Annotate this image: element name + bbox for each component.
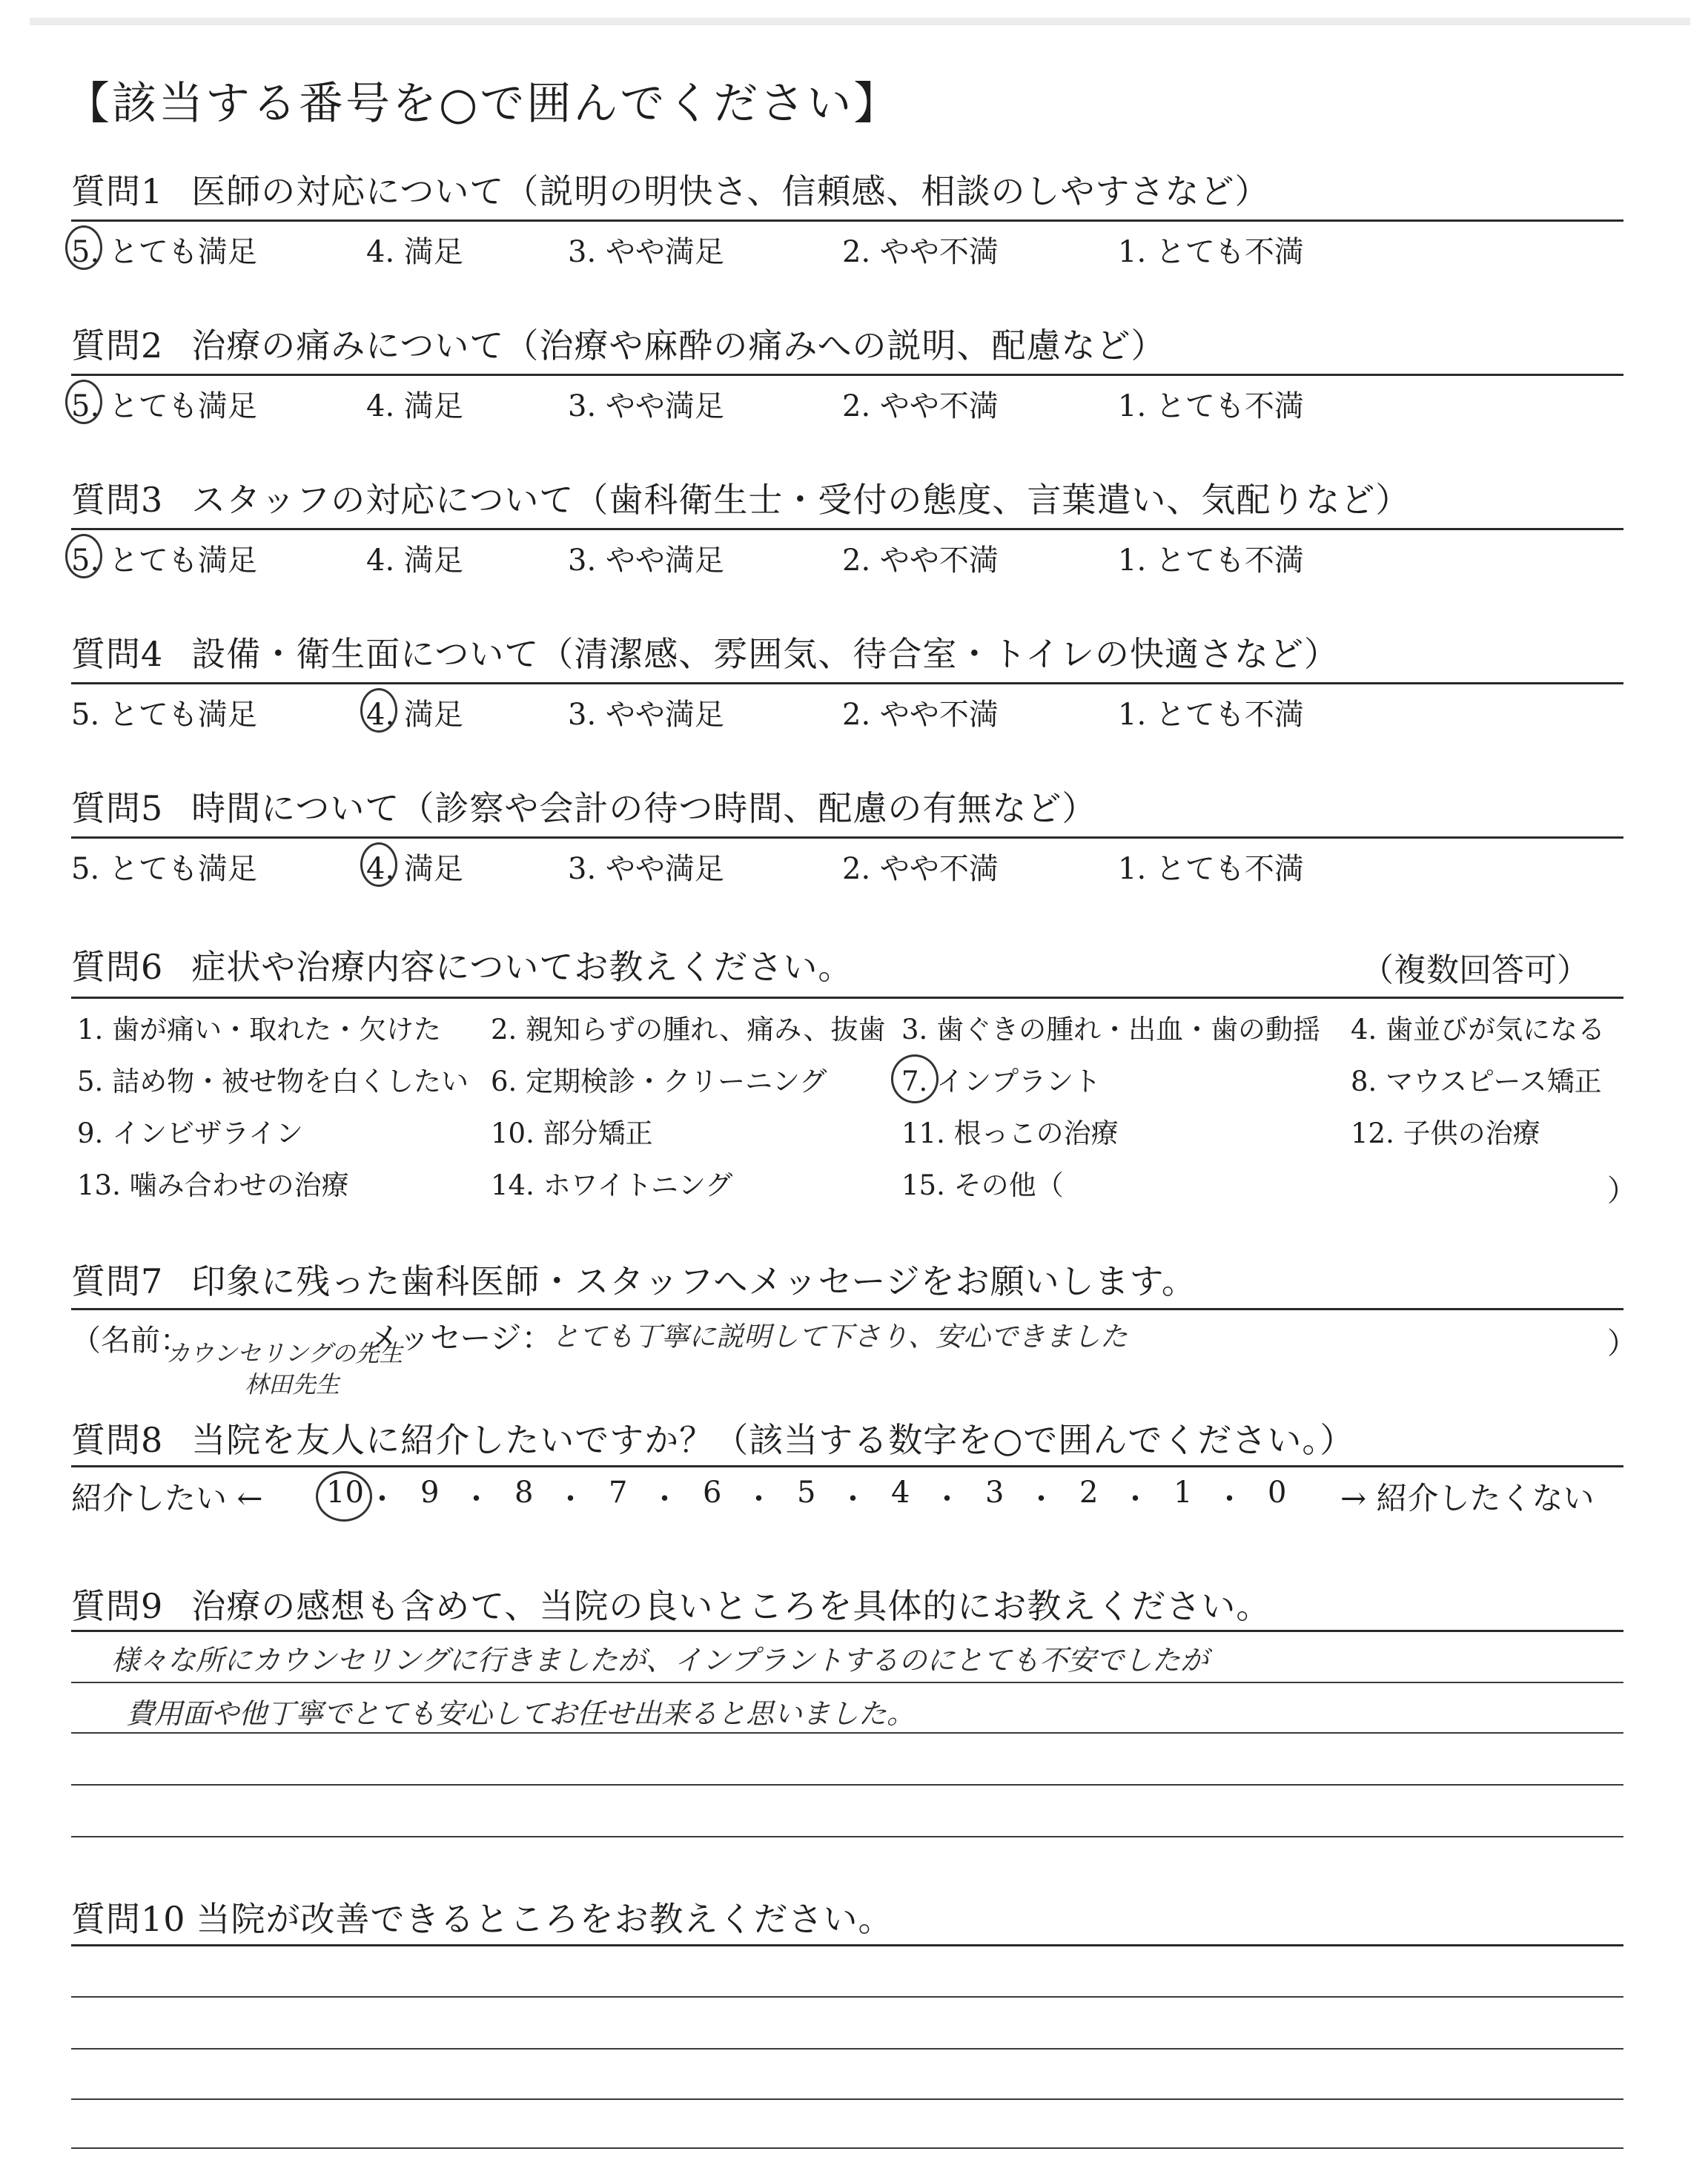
- rating-option-1[interactable]: 1. とても不満: [1118, 698, 1304, 732]
- rating-option-3[interactable]: 3. やや満足: [568, 389, 724, 423]
- question-8-rule: [71, 1465, 1623, 1467]
- scale-separator: ・: [367, 1482, 397, 1516]
- answer-line: [71, 1784, 1623, 1786]
- rating-option-3[interactable]: 3. やや満足: [568, 235, 724, 269]
- answer-line: [71, 2098, 1623, 2100]
- selected-answer-circle: [891, 1054, 939, 1103]
- handwritten-message: とても丁寧に説明して下さり、安心できました: [552, 1321, 1128, 1353]
- message-close-paren: ）: [1607, 1327, 1637, 1361]
- question-10-heading: [71, 1892, 893, 1941]
- question-number: 質問8: [71, 1420, 164, 1460]
- scale-value-4[interactable]: 4: [891, 1476, 910, 1510]
- selected-answer-circle: [360, 688, 397, 733]
- scale-value-3[interactable]: 3: [985, 1476, 1004, 1510]
- rating-option-4[interactable]: 4. 満足: [366, 235, 463, 269]
- page-title: 【該当する番号を○で囲んでください】: [65, 78, 901, 130]
- question-2-rule: [71, 374, 1623, 376]
- symptom-option-2[interactable]: 2. 親知らずの腫れ、痛み、抜歯: [491, 1014, 886, 1046]
- symptom-option-15[interactable]: 15. その他（: [901, 1169, 1064, 1201]
- question-text: 治療の感想も含めて、当院の良いところを具体的にお教えください。: [191, 1586, 1271, 1626]
- scale-value-2[interactable]: 2: [1079, 1476, 1099, 1510]
- scale-value-8[interactable]: 8: [514, 1476, 534, 1510]
- question-5-heading: [71, 782, 1096, 830]
- rating-option-5[interactable]: 5. とても満足: [71, 544, 257, 578]
- question-3-rule: [71, 528, 1623, 530]
- rating-option-3[interactable]: 3. やや満足: [568, 852, 724, 886]
- answer-line: [71, 1836, 1623, 1837]
- question-7-heading: [71, 1255, 1196, 1304]
- answer-line: [71, 1996, 1623, 1998]
- question-text: 医師の対応について（説明の明快さ、信頼感、相談のしやすさなど）: [191, 171, 1270, 211]
- rating-option-5[interactable]: 5. とても満足: [71, 389, 257, 423]
- question-1-rule: [71, 219, 1623, 222]
- symptom-option-7[interactable]: 7. インプラント: [901, 1066, 1102, 1097]
- rating-option-4[interactable]: 4. 満足: [366, 852, 463, 886]
- selected-answer-circle: [316, 1471, 372, 1522]
- question-4-heading: [71, 627, 1339, 676]
- question-number: 質問3: [71, 480, 164, 520]
- rating-option-5[interactable]: 5. とても満足: [71, 852, 257, 886]
- scale-value-9[interactable]: 9: [420, 1476, 440, 1510]
- scale-separator: ・: [555, 1482, 586, 1516]
- symptom-option-5[interactable]: 5. 詰め物・被せ物を白くしたい: [77, 1066, 469, 1097]
- question-text: 時間について（診察や会計の待つ時間、配慮の有無など）: [191, 788, 1097, 828]
- rating-option-1[interactable]: 1. とても不満: [1118, 389, 1304, 423]
- symptom-option-10[interactable]: 10. 部分矯正: [491, 1117, 653, 1149]
- rating-option-4[interactable]: 4. 満足: [366, 389, 463, 423]
- question-6-rule: [71, 997, 1623, 999]
- rating-option-3[interactable]: 3. やや満足: [568, 544, 724, 578]
- question-5-rule: [71, 836, 1623, 839]
- scale-separator: ・: [1026, 1482, 1056, 1516]
- question-text: 治療の痛みについて（治療や麻酔の痛みへの説明、配慮など）: [191, 326, 1166, 366]
- symptom-option-6[interactable]: 6. 定期検診・クリーニング: [491, 1066, 827, 1097]
- symptom-option-9[interactable]: 9. インビザライン: [77, 1117, 303, 1149]
- question-text: 当院を友人に紹介したいですか？（該当する数字を○で囲んでください。）: [191, 1420, 1355, 1460]
- rating-option-2[interactable]: 2. やや不満: [842, 698, 999, 732]
- scale-value-1[interactable]: 1: [1174, 1476, 1193, 1510]
- question-8-heading: [71, 1413, 1354, 1462]
- scale-separator: ・: [932, 1482, 962, 1516]
- rating-option-5[interactable]: 5. とても満足: [71, 235, 257, 269]
- question-4-rule: [71, 682, 1623, 684]
- question-number: 質問10: [71, 1899, 186, 1939]
- symptom-option-1[interactable]: 1. 歯が痛い・取れた・欠けた: [77, 1014, 442, 1046]
- question-1-heading: [71, 165, 1270, 214]
- rating-option-2[interactable]: 2. やや不満: [842, 544, 999, 578]
- handwritten-answer-line-2: 費用面や他丁寧でとても安心してお任せ出来ると思いました。: [126, 1697, 916, 1730]
- multiple-answers-note: （複数回答可）: [1361, 951, 1589, 989]
- selected-answer-circle: [65, 225, 102, 270]
- symptom-option-4[interactable]: 4. 歯並びが気になる: [1351, 1014, 1606, 1046]
- question-number: 質問4: [71, 634, 164, 674]
- question-10-rule: [71, 1944, 1623, 1946]
- recommend-label: 紹介したい ←: [71, 1480, 263, 1516]
- rating-option-2[interactable]: 2. やや不満: [842, 389, 999, 423]
- name-label: （名前：: [71, 1324, 190, 1358]
- message-label: メッセージ：: [368, 1320, 553, 1356]
- symptom-option-11[interactable]: 11. 根っこの治療: [901, 1117, 1119, 1149]
- question-9-heading: [71, 1579, 1271, 1628]
- question-9-rule: [71, 1630, 1623, 1632]
- question-7-rule: [71, 1308, 1623, 1310]
- question-3-heading: [71, 473, 1410, 522]
- scale-separator: ・: [838, 1482, 868, 1516]
- symptom-option-8[interactable]: 8. マウスピース矯正: [1351, 1066, 1602, 1097]
- handwritten-name-line-1: カウンセリングの先生: [166, 1339, 403, 1367]
- question-number: 質問6: [71, 947, 164, 987]
- question-number: 質問1: [71, 171, 164, 211]
- answer-line: [71, 2147, 1623, 2149]
- scale-separator: ・: [461, 1482, 491, 1516]
- not-recommend-label: → 紹介したくない: [1340, 1480, 1595, 1516]
- scale-value-6[interactable]: 6: [703, 1476, 722, 1510]
- rating-option-2[interactable]: 2. やや不満: [842, 235, 999, 269]
- scale-separator: ・: [1214, 1482, 1245, 1516]
- rating-option-2[interactable]: 2. やや不満: [842, 852, 999, 886]
- scale-separator: ・: [1120, 1482, 1151, 1516]
- question-number: 質問2: [71, 326, 164, 366]
- other-close-paren: ）: [1607, 1174, 1637, 1208]
- selected-answer-circle: [65, 534, 102, 578]
- question-number: 質問7: [71, 1261, 164, 1301]
- rating-option-4[interactable]: 4. 満足: [366, 698, 463, 732]
- rating-option-4[interactable]: 4. 満足: [366, 544, 463, 578]
- answer-line: [71, 2048, 1623, 2050]
- rating-option-1[interactable]: 1. とても不満: [1118, 544, 1304, 578]
- rating-option-5[interactable]: 5. とても満足: [71, 698, 257, 732]
- question-number: 質問5: [71, 788, 164, 828]
- handwritten-name-line-2: 林田先生: [245, 1370, 340, 1398]
- question-text: 設備・衛生面について（清潔感、雰囲気、待合室・トイレの快適さなど）: [191, 634, 1340, 674]
- rating-option-3[interactable]: 3. やや満足: [568, 698, 724, 732]
- symptom-option-14[interactable]: 14. ホワイトニング: [491, 1169, 733, 1201]
- rating-option-1[interactable]: 1. とても不満: [1118, 235, 1304, 269]
- question-number: 質問9: [71, 1586, 164, 1626]
- answer-line: [71, 1682, 1623, 1683]
- scale-separator: ・: [649, 1482, 680, 1516]
- selected-answer-circle: [360, 842, 397, 887]
- scan-top-edge: [30, 18, 1690, 25]
- question-text: 当院が改善できるところをお教えください。: [196, 1899, 893, 1939]
- symptom-option-13[interactable]: 13. 噛み合わせの治療: [77, 1169, 349, 1201]
- question-text: 印象に残った歯科医師・スタッフへメッセージをお願いします。: [191, 1261, 1196, 1301]
- symptom-option-3[interactable]: 3. 歯ぐきの腫れ・出血・歯の動揺: [901, 1014, 1321, 1046]
- rating-option-1[interactable]: 1. とても不満: [1118, 852, 1304, 886]
- selected-answer-circle: [65, 380, 102, 424]
- scale-value-0[interactable]: 0: [1268, 1476, 1287, 1510]
- scale-value-5[interactable]: 5: [797, 1476, 816, 1510]
- scale-separator: ・: [744, 1482, 774, 1516]
- handwritten-answer-line-1: 様々な所にカウンセリングに行きましたが、インプラントするのにとても不安でしたが: [111, 1644, 1209, 1677]
- question-6-heading: [71, 940, 853, 989]
- scale-value-10[interactable]: 10: [326, 1476, 364, 1510]
- scale-value-7[interactable]: 7: [609, 1476, 628, 1510]
- symptom-option-12[interactable]: 12. 子供の治療: [1351, 1117, 1540, 1149]
- question-2-heading: [71, 319, 1165, 368]
- answer-line: [71, 1732, 1623, 1734]
- question-text: 症状や治療内容についてお教えください。: [191, 947, 853, 987]
- question-text: スタッフの対応について（歯科衛生士・受付の態度、言葉遣い、気配りなど）: [191, 480, 1411, 520]
